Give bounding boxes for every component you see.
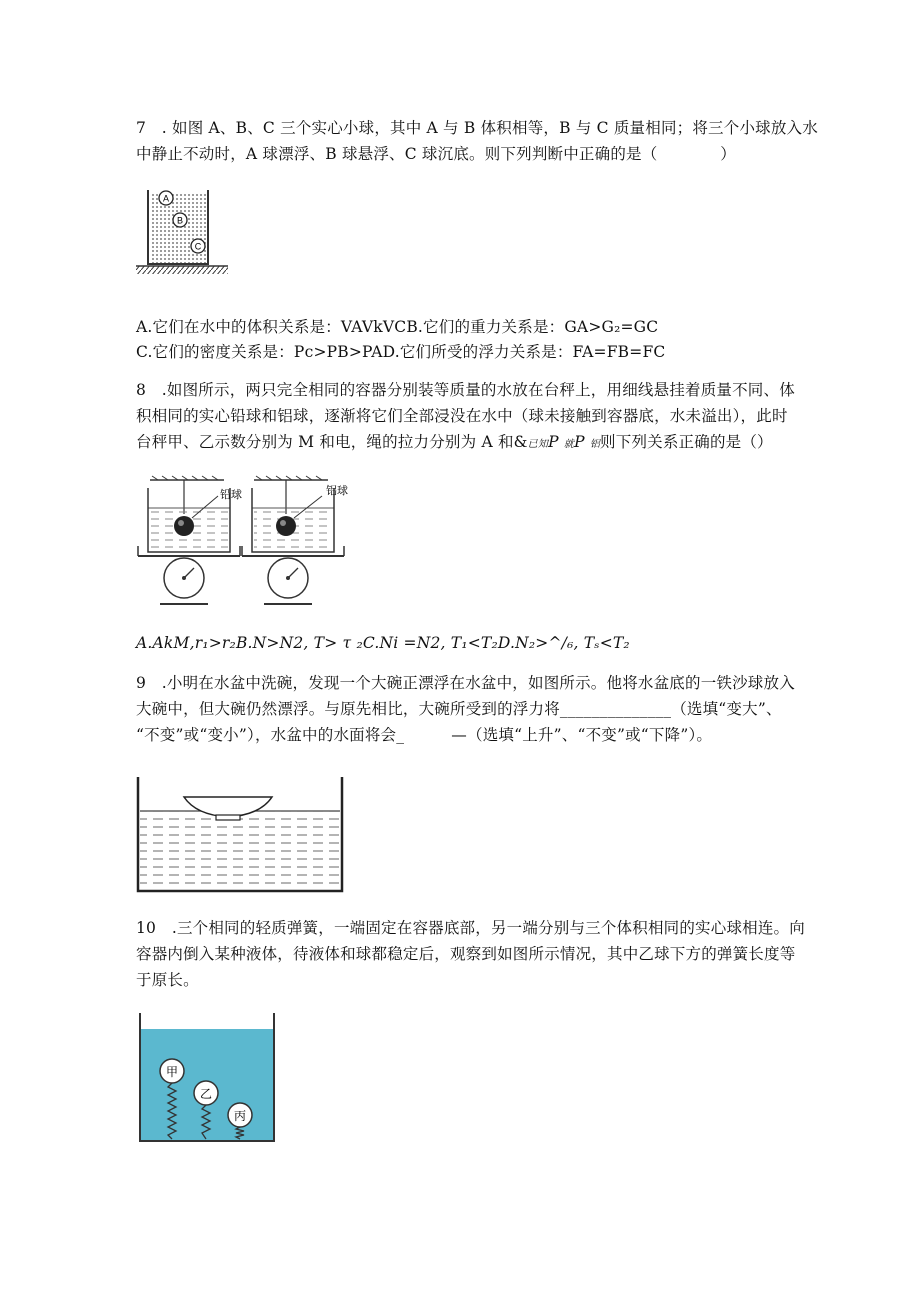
- ball-b-label: B: [176, 215, 184, 226]
- ball-c-label: C: [194, 241, 202, 252]
- q9-figure: [136, 775, 346, 893]
- lead-ball: [174, 516, 194, 536]
- ball-bing-label: 丙: [233, 1109, 247, 1123]
- q7-options-line-1: A.它们在水中的体积关系是：VAVkVCB.它们的重力关系是：GA>G₂=GC: [136, 318, 659, 336]
- ball-b: [173, 213, 187, 227]
- q10-line-3: 于原长。: [136, 971, 199, 989]
- ball-a-label: A: [162, 193, 170, 204]
- q7-line-2: 中静止不动时，A 球漂浮、B 球悬浮、C 球沉底。则下列判断中正确的是（ ）: [136, 145, 736, 163]
- ball-yi-label: 乙: [199, 1087, 213, 1101]
- q9-line-3: “不变”或“变小”），水盆中的水面将会_ —（选填“上升”、“不变”或“下降”）。: [136, 726, 713, 744]
- ground-hatch: [136, 266, 228, 274]
- q10-line-1: 10 .三个相同的轻质弹簧，一端固定在容器底部，另一端分别与三个体积相同的实心球相连。向: [136, 919, 805, 937]
- label-aluminum-ball: 铝球: [326, 484, 348, 497]
- q8-line-2: 积相同的实心铅球和铝球，逐渐将它们全部浸没在水中（球未接触到容器底，水未溢出），此时: [136, 407, 788, 425]
- q8-options: A.AkM,r₁>r₂B.N>N2, T> τ ₂C.Ni =N2, T₁<T₂D.N₂>^/₆, Tₛ<T₂: [136, 634, 630, 652]
- ball-a: [159, 191, 173, 205]
- q10-figure: [136, 1013, 278, 1143]
- q10-line-2: 容器内倒入某种液体，待液体和球都稳定后，观察到如图所示情况，其中乙球下方的弹簧长度等: [136, 945, 796, 963]
- q7-options-line-2: C.它们的密度关系是：Pc>PB>PAD.它们所受的浮力关系是：FA=FB=FC: [136, 343, 666, 361]
- q9-line-2: 大碗中，但大碗仍然漂浮。与原先相比，大碗所受到的浮力将______________（选填“变大”、: [136, 700, 782, 718]
- q7-line-1: 7 . 如图 A、B、C 三个实心小球，其中 A 与 B 体积相等，B 与 C 质量相同；将三个小球放入水: [136, 119, 818, 137]
- q7-figure: [136, 186, 228, 278]
- ball-c: [191, 239, 205, 253]
- basin-water: [140, 811, 340, 889]
- aluminum-ball: [276, 516, 296, 536]
- q8-figure: [136, 474, 362, 608]
- label-lead-ball: 铅球: [220, 488, 242, 501]
- ball-jia-label: 甲: [165, 1065, 179, 1079]
- q8-line-1: 8 .如图所示，两只完全相同的容器分别装等质量的水放在台秤上，用细线悬挂着质量不同、体: [136, 381, 795, 399]
- q9-line-1: 9 .小明在水盆中洗碗，发现一个大碗正漂浮在水盆中，如图所示。他将水盆底的一铁沙球放入: [136, 674, 795, 692]
- q8-line-3: 台秤甲、乙示数分别为 M 和电，绳的拉力分别为 A 和&已知P 就P 铝则下列关系正确的是（）: [136, 433, 773, 451]
